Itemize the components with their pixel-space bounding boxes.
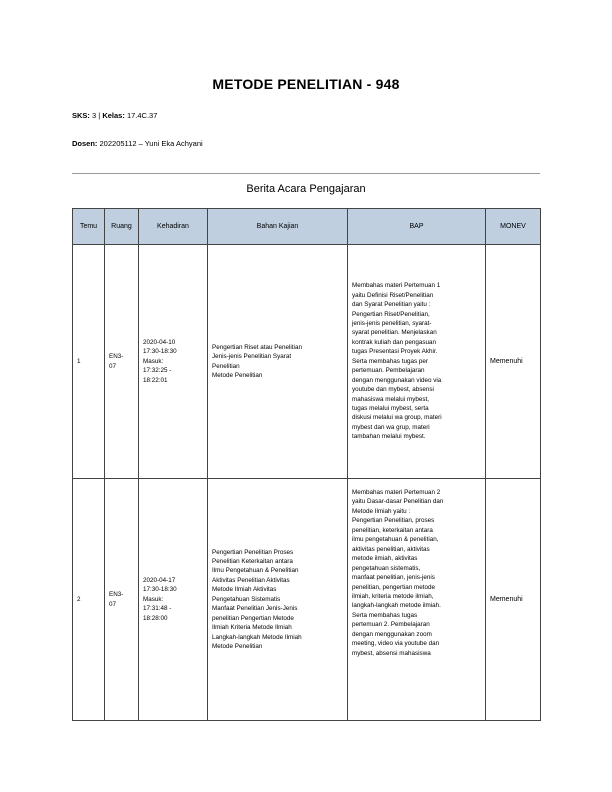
bap-line: tugas melalui mybest, serta — [352, 405, 429, 413]
cell-temu: 1 — [73, 245, 105, 479]
kehadiran-line: 17:31:48 - — [143, 605, 172, 613]
bap-line: Serta membahas tugas — [352, 611, 418, 619]
cell-kehadiran — [139, 245, 208, 479]
kehadiran-line: 17:30-18:30 — [143, 586, 177, 594]
table-header-row — [73, 209, 541, 245]
bahan-line: Manfaat Penelitian Jenis-Jenis — [212, 605, 298, 613]
ruang-line: 07 — [109, 600, 117, 608]
kehadiran-line: 2020-04-10 — [143, 338, 176, 346]
cell-ruang — [105, 479, 139, 721]
divider — [72, 173, 540, 174]
dosen-label: Dosen: — [72, 139, 98, 148]
bahan-line: Penelitian — [212, 362, 240, 370]
bap-line: dengan menggunakan zoom — [352, 630, 432, 638]
cell-kehadiran — [139, 479, 208, 721]
ruang-line: EN3- — [109, 591, 124, 599]
header-bap: BAP — [348, 209, 486, 245]
bap-line: diskusi melalui wa group, materi — [352, 414, 442, 422]
cell-temu: 2 — [73, 479, 105, 721]
bap-line: penelitian, keterkaitan antara — [352, 526, 433, 534]
bap-line: aktivitas penelitian, aktivitas — [352, 545, 430, 553]
bap-line: langkah-langkah metode ilmiah. — [352, 602, 441, 610]
header-ruang: Ruang — [105, 209, 139, 245]
bap-line: Pengertian Penelitian, proses — [352, 517, 435, 525]
kelas-value: 17.4C.37 — [126, 111, 158, 120]
bahan-line: Aktivitas Penelitian Aktivitas — [212, 576, 290, 584]
kehadiran-line: Masuk: — [143, 357, 164, 365]
cell-ruang — [105, 245, 139, 479]
bap-line: mahasiswa melalui mybest, — [352, 395, 429, 403]
bahan-line: penelitian Pengertian Metode — [212, 614, 294, 622]
kehadiran-line: Masuk: — [143, 595, 164, 603]
bap-line: manfaat penelitian, jenis-jenis — [352, 574, 435, 582]
header-kehadiran: Kehadiran — [139, 209, 208, 245]
bap-line: jenis-jenis penelitian, syarat- — [352, 319, 432, 327]
course-info — [72, 111, 157, 120]
bap-line: Metode Ilmiah yaitu : — [352, 507, 411, 515]
bap-line: pertemuan. Pembelajaran — [352, 367, 425, 375]
dosen-value: 202205112 – Yuni Eka Achyani — [99, 139, 203, 148]
kehadiran-line: 2020-04-17 — [143, 576, 176, 584]
bahan-line: Pengetahuan Sistematis — [212, 595, 281, 603]
bap-line: pengetahuan sistematis, — [352, 564, 421, 572]
bahan-line: Metode Penelitian — [212, 643, 263, 651]
bap-line: metode ilmiah, aktivitas — [352, 555, 418, 563]
cell-bahan-kajian — [208, 245, 348, 479]
cell-bap — [348, 245, 486, 479]
cell-monev: Memenuhi — [486, 479, 541, 721]
bahan-line: Pengertian Penelitian Proses — [212, 548, 294, 556]
bap-line: ilmu pengetahuan & penelitian, — [352, 536, 439, 544]
bahan-line: Metode Ilmiah Aktivitas — [212, 586, 277, 594]
bap-line: Pengertian Riset/Penelitian, — [352, 310, 430, 318]
bap-line: Membahas materi Pertemuan 1 — [352, 282, 441, 290]
bap-line: syarat penelitian. Menjelaskan — [352, 329, 437, 337]
header-bahan-kajian: Bahan Kajian — [208, 209, 348, 245]
bahan-line: Metode Penelitian — [212, 371, 263, 379]
bap-line: tambahan melalui mybest. — [352, 433, 426, 441]
bap-line: kontrak kuliah dan pengasuan — [352, 338, 437, 346]
bahan-line: Jenis-jenis Penelitian Syarat — [212, 353, 292, 361]
bap-line: youtube dan mybest, absensi — [352, 386, 434, 394]
section-title: Berita Acara Pengajaran — [246, 183, 366, 195]
page-title: METODE PENELITIAN - 948 — [212, 76, 400, 92]
bap-line: pertemuan 2. Pembelajaran — [352, 621, 430, 629]
bahan-line: Penelitian Keterkaitan antara — [212, 557, 293, 565]
cell-monev: Memenuhi — [486, 245, 541, 479]
bahan-line: Pengertian Riset atau Penelitian — [212, 343, 302, 351]
bap-line: meeting, video via youtube dan — [352, 640, 440, 648]
sks-value: 3 — [92, 111, 97, 120]
kehadiran-line: 18:22:01 — [143, 376, 168, 384]
header-temu: Temu — [73, 209, 105, 245]
bap-line: Serta membahas tugas per — [352, 357, 428, 365]
bap-line: tugas Presentasi Proyek Akhir. — [352, 348, 438, 356]
bahan-line: Langkah-langkah Metode Ilmiah — [212, 633, 302, 641]
lecturer-info — [72, 139, 203, 148]
bap-line: yaitu Definisi Riset/Penelitian — [352, 291, 434, 299]
bap-line: yaitu Dasar-dasar Penelitian dan — [352, 498, 444, 506]
kehadiran-line: 18:28:00 — [143, 614, 168, 622]
kehadiran-line: 17:32:25 - — [143, 367, 172, 375]
cell-bap — [348, 479, 486, 721]
bap-line: dan Syarat Penelitian yaitu : — [352, 301, 431, 309]
ruang-line: EN3- — [109, 353, 124, 361]
separator: | — [98, 111, 101, 120]
bap-line: Membahas materi Pertemuan 2 — [352, 489, 441, 496]
bap-line: mybest dan wa grup, materi — [352, 423, 430, 431]
cell-bahan-kajian — [208, 479, 348, 721]
table-row — [73, 245, 541, 479]
header-monev: MONEV — [486, 209, 541, 245]
kehadiran-line: 17:30-18:30 — [143, 348, 177, 356]
sks-label: SKS: — [72, 111, 90, 120]
teaching-record-table — [72, 208, 541, 721]
kelas-label: Kelas: — [102, 111, 125, 120]
bap-line: dengan menggunakan video via — [352, 376, 442, 384]
bap-line: penelitian, pengertian metode — [352, 583, 435, 591]
table-row — [73, 479, 541, 721]
bahan-line: Ilmiah Kriteria Metode Ilmiah — [212, 624, 292, 632]
bahan-line: Ilmu Pengetahuan & Penelitian — [212, 567, 299, 575]
ruang-line: 07 — [109, 362, 117, 370]
bap-line: mybest, absensi mahasiswa — [352, 649, 431, 657]
bap-line: ilmiah, kriteria metode ilmiah, — [352, 592, 434, 600]
